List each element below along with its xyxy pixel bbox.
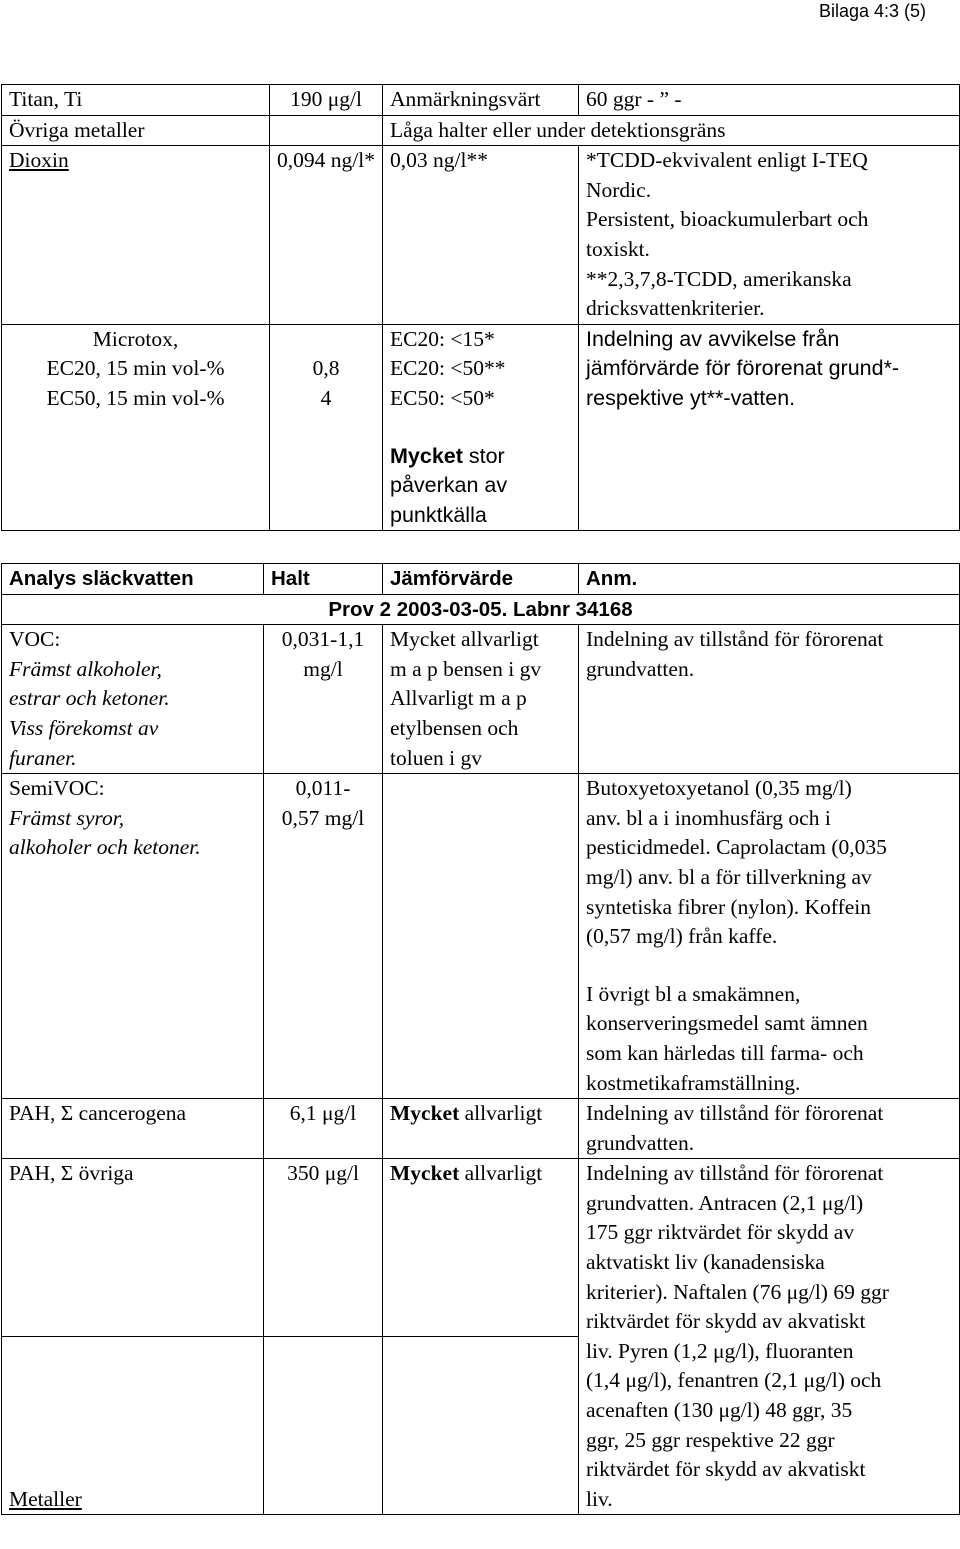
voc-anm-line: Indelning av tillstånd för förorenat <box>586 627 884 652</box>
semivoc-anm2-line: som kan härledas till farma- och <box>586 1040 864 1065</box>
pah-ovriga-jamforvarde-rest: allvarligt <box>459 1161 543 1186</box>
pah-ovriga-anm-line: liv. <box>586 1486 613 1511</box>
pah-ovriga-anm-line: ggr, 25 ggr respektive 22 ggr <box>586 1427 835 1452</box>
pah-canc-jamforvarde-bold: Mycket <box>390 1101 460 1126</box>
results-table-2 <box>1 563 960 1515</box>
ovriga-name: Övriga metaller <box>2 115 270 146</box>
titan-anm: 60 ggr - ” - <box>579 85 960 116</box>
microtox-bedomning-line: påverkan av <box>390 473 508 498</box>
semivoc-anm2-line: konserveringsmedel samt ämnen <box>586 1011 868 1036</box>
table-row-voc <box>2 625 960 774</box>
header-anm: Anm. <box>579 564 960 595</box>
microtox-jamforvarde-line: EC20: <50** <box>390 356 506 381</box>
ovriga-empty <box>270 115 383 146</box>
semivoc-anm2-line: kostmetikaframställning. <box>586 1070 801 1095</box>
table-row-semivoc <box>2 774 960 1099</box>
semivoc-anm-line: (0,57 mg/l) från kaffe. <box>586 924 778 949</box>
dioxin-anm-line: *TCDD-ekvivalent enligt I-TEQ <box>586 148 868 173</box>
table-subheader-row <box>2 594 960 625</box>
voc-jamforvarde-line: toluen i gv <box>390 745 482 770</box>
metaller-name: Metaller <box>2 1337 264 1515</box>
pah-ovriga-name: PAH, Σ övriga <box>2 1159 264 1337</box>
voc-anm <box>579 625 960 774</box>
pah-canc-anm-line: Indelning av tillstånd för förorenat <box>586 1101 884 1126</box>
pah-canc-jamforvarde <box>383 1099 579 1159</box>
dioxin-anm <box>579 146 960 325</box>
pah-ovriga-anm-line: riktvärdet för skydd av akvatiskt <box>586 1457 866 1482</box>
microtox-jamforvarde-line: EC20: <15* <box>390 326 495 351</box>
microtox-name-line: Microtox, <box>92 326 179 351</box>
ovriga-text: Låga halter eller under detektionsgräns <box>383 115 960 146</box>
voc-halt-line: mg/l <box>303 656 343 681</box>
dioxin-anm-line: dricksvattenkriterier. <box>586 296 765 321</box>
pah-ovriga-anm-line: aktvatiskt liv (kanadensiska <box>586 1250 825 1275</box>
pah-ovriga-anm-line: riktvärdet för skydd av akvatiskt <box>586 1309 866 1334</box>
pah-ovriga-jamforvarde-bold: Mycket <box>390 1161 460 1186</box>
metaller-jamforvarde <box>383 1337 579 1515</box>
pah-ovriga-halt: 350 μg/l <box>264 1159 383 1337</box>
microtox-bedomning-bold: Mycket <box>390 443 463 468</box>
titan-jamforvarde: Anmärkningsvärt <box>383 85 579 116</box>
table-row-microtox <box>2 324 960 531</box>
voc-name <box>2 625 264 774</box>
table-row-pah-ovriga <box>2 1159 960 1337</box>
voc-jamforvarde-line: etylbensen och <box>390 715 519 740</box>
dioxin-anm-line: **2,3,7,8-TCDD, amerikanska <box>586 266 852 291</box>
microtox-bedomning <box>390 442 571 472</box>
semivoc-anm-line: Butoxyetoxyetanol (0,35 mg/l) <box>586 776 852 801</box>
header-analys: Analys släckvatten <box>2 564 264 595</box>
voc-label: VOC: <box>9 627 61 652</box>
microtox-anm <box>579 324 960 531</box>
microtox-name <box>2 324 270 531</box>
semivoc-anm2-line: I övrigt bl a smakämnen, <box>586 981 801 1006</box>
pah-canc-name: PAH, Σ cancerogena <box>2 1099 264 1159</box>
pah-canc-anm <box>579 1099 960 1159</box>
semivoc-halt-line: 0,57 mg/l <box>281 805 365 830</box>
voc-anm-line: grundvatten. <box>586 656 695 681</box>
microtox-anm-line: respektive yt**-vatten. <box>586 385 796 410</box>
pah-ovriga-anm-line: liv. Pyren (1,2 μg/l), fluoranten <box>586 1338 854 1363</box>
voc-halt <box>264 625 383 774</box>
pah-ovriga-anm-line: grundvatten. Antracen (2,1 μg/l) <box>586 1190 864 1215</box>
microtox-jamforvarde-line: EC50: <50* <box>390 385 495 410</box>
microtox-name-line: EC50, 15 min vol-% <box>46 385 225 410</box>
semivoc-jamforvarde <box>383 774 579 1099</box>
pah-ovriga-anm-line: Indelning av tillstånd för förorenat <box>586 1161 884 1186</box>
table-row-ovriga <box>2 115 960 146</box>
table-row-dioxin <box>2 146 960 325</box>
voc-desc-line: Viss förekomst av <box>9 715 159 740</box>
pah-canc-anm-line: grundvatten. <box>586 1130 695 1155</box>
voc-desc-line: furaner. <box>9 745 77 770</box>
pah-ovriga-anm-line: 175 ggr riktvärdet för skydd av <box>586 1220 855 1245</box>
voc-desc-line: estrar och ketoner. <box>9 686 170 711</box>
semivoc-name <box>2 774 264 1099</box>
voc-desc-line: Främst alkoholer, <box>9 656 162 681</box>
table-header-row <box>2 564 960 595</box>
microtox-halt-line: 0,8 <box>312 356 340 381</box>
semivoc-anm-line: pesticidmedel. Caprolactam (0,035 <box>586 835 887 860</box>
microtox-bedomning-line: punktkälla <box>390 502 487 527</box>
titan-halt: 190 μg/l <box>270 85 383 116</box>
pah-canc-halt: 6,1 μg/l <box>264 1099 383 1159</box>
semivoc-halt-line: 0,011- <box>295 776 351 801</box>
dioxin-name: Dioxin <box>2 146 270 325</box>
titan-name: Titan, Ti <box>2 85 270 116</box>
microtox-anm-line: jämförvärde för förorenat grund*- <box>586 356 900 381</box>
semivoc-anm-line: anv. bl a i inomhusfärg och i <box>586 805 831 830</box>
metaller-halt <box>264 1337 383 1515</box>
semivoc-desc-line: alkoholer och ketoner. <box>9 835 201 860</box>
pah-ovriga-anm-line: (1,4 μg/l), fenantren (2,1 μg/l) och <box>586 1368 882 1393</box>
semivoc-anm <box>579 774 960 1099</box>
results-table-1 <box>1 84 960 531</box>
semivoc-desc-line: Främst syror, <box>9 805 125 830</box>
semivoc-label: SemiVOC: <box>9 776 105 801</box>
microtox-halt <box>270 324 383 531</box>
table-row-pah-cancerogena <box>2 1099 960 1159</box>
voc-jamforvarde-line: Mycket allvarligt <box>390 627 539 652</box>
pah-ovriga-anm-line: kriterier). Naftalen (76 μg/l) 69 ggr <box>586 1279 889 1304</box>
dioxin-halt: 0,094 ng/l* <box>270 146 383 325</box>
dioxin-anm-line: toxiskt. <box>586 236 650 261</box>
voc-halt-line: 0,031-1,1 <box>281 627 365 652</box>
semivoc-anm-line: syntetiska fibrer (nylon). Koffein <box>586 894 872 919</box>
pah-ovriga-anm-line: acenaften (130 μg/l) 48 ggr, 35 <box>586 1398 853 1423</box>
pah-canc-jamforvarde-rest: allvarligt <box>459 1101 543 1126</box>
pah-ovriga-anm <box>579 1159 960 1515</box>
sample-subheader: Prov 2 2003-03-05. Labnr 34168 <box>2 594 960 625</box>
table-row-titan <box>2 85 960 116</box>
header-jamforvarde: Jämförvärde <box>383 564 579 595</box>
microtox-name-line: EC20, 15 min vol-% <box>46 356 225 381</box>
voc-jamforvarde <box>383 625 579 774</box>
voc-jamforvarde-line: Allvarligt m a p <box>390 686 527 711</box>
dioxin-anm-line: Persistent, bioackumulerbart och <box>586 207 869 232</box>
pah-ovriga-jamforvarde <box>383 1159 579 1337</box>
dioxin-jamforvarde: 0,03 ng/l** <box>383 146 579 325</box>
microtox-anm-line: Indelning av avvikelse från <box>586 326 840 351</box>
semivoc-halt <box>264 774 383 1099</box>
microtox-bedomning-rest: stor <box>462 443 505 468</box>
page-label: Bilaga 4:3 (5) <box>818 1 926 21</box>
microtox-jamforvarde <box>383 324 579 531</box>
dioxin-anm-line: Nordic. <box>586 177 652 202</box>
header-halt: Halt <box>264 564 383 595</box>
semivoc-anm-line: mg/l) anv. bl a för tillverkning av <box>586 864 872 889</box>
microtox-halt-line: 4 <box>320 385 332 410</box>
voc-jamforvarde-line: m a p bensen i gv <box>390 656 542 681</box>
